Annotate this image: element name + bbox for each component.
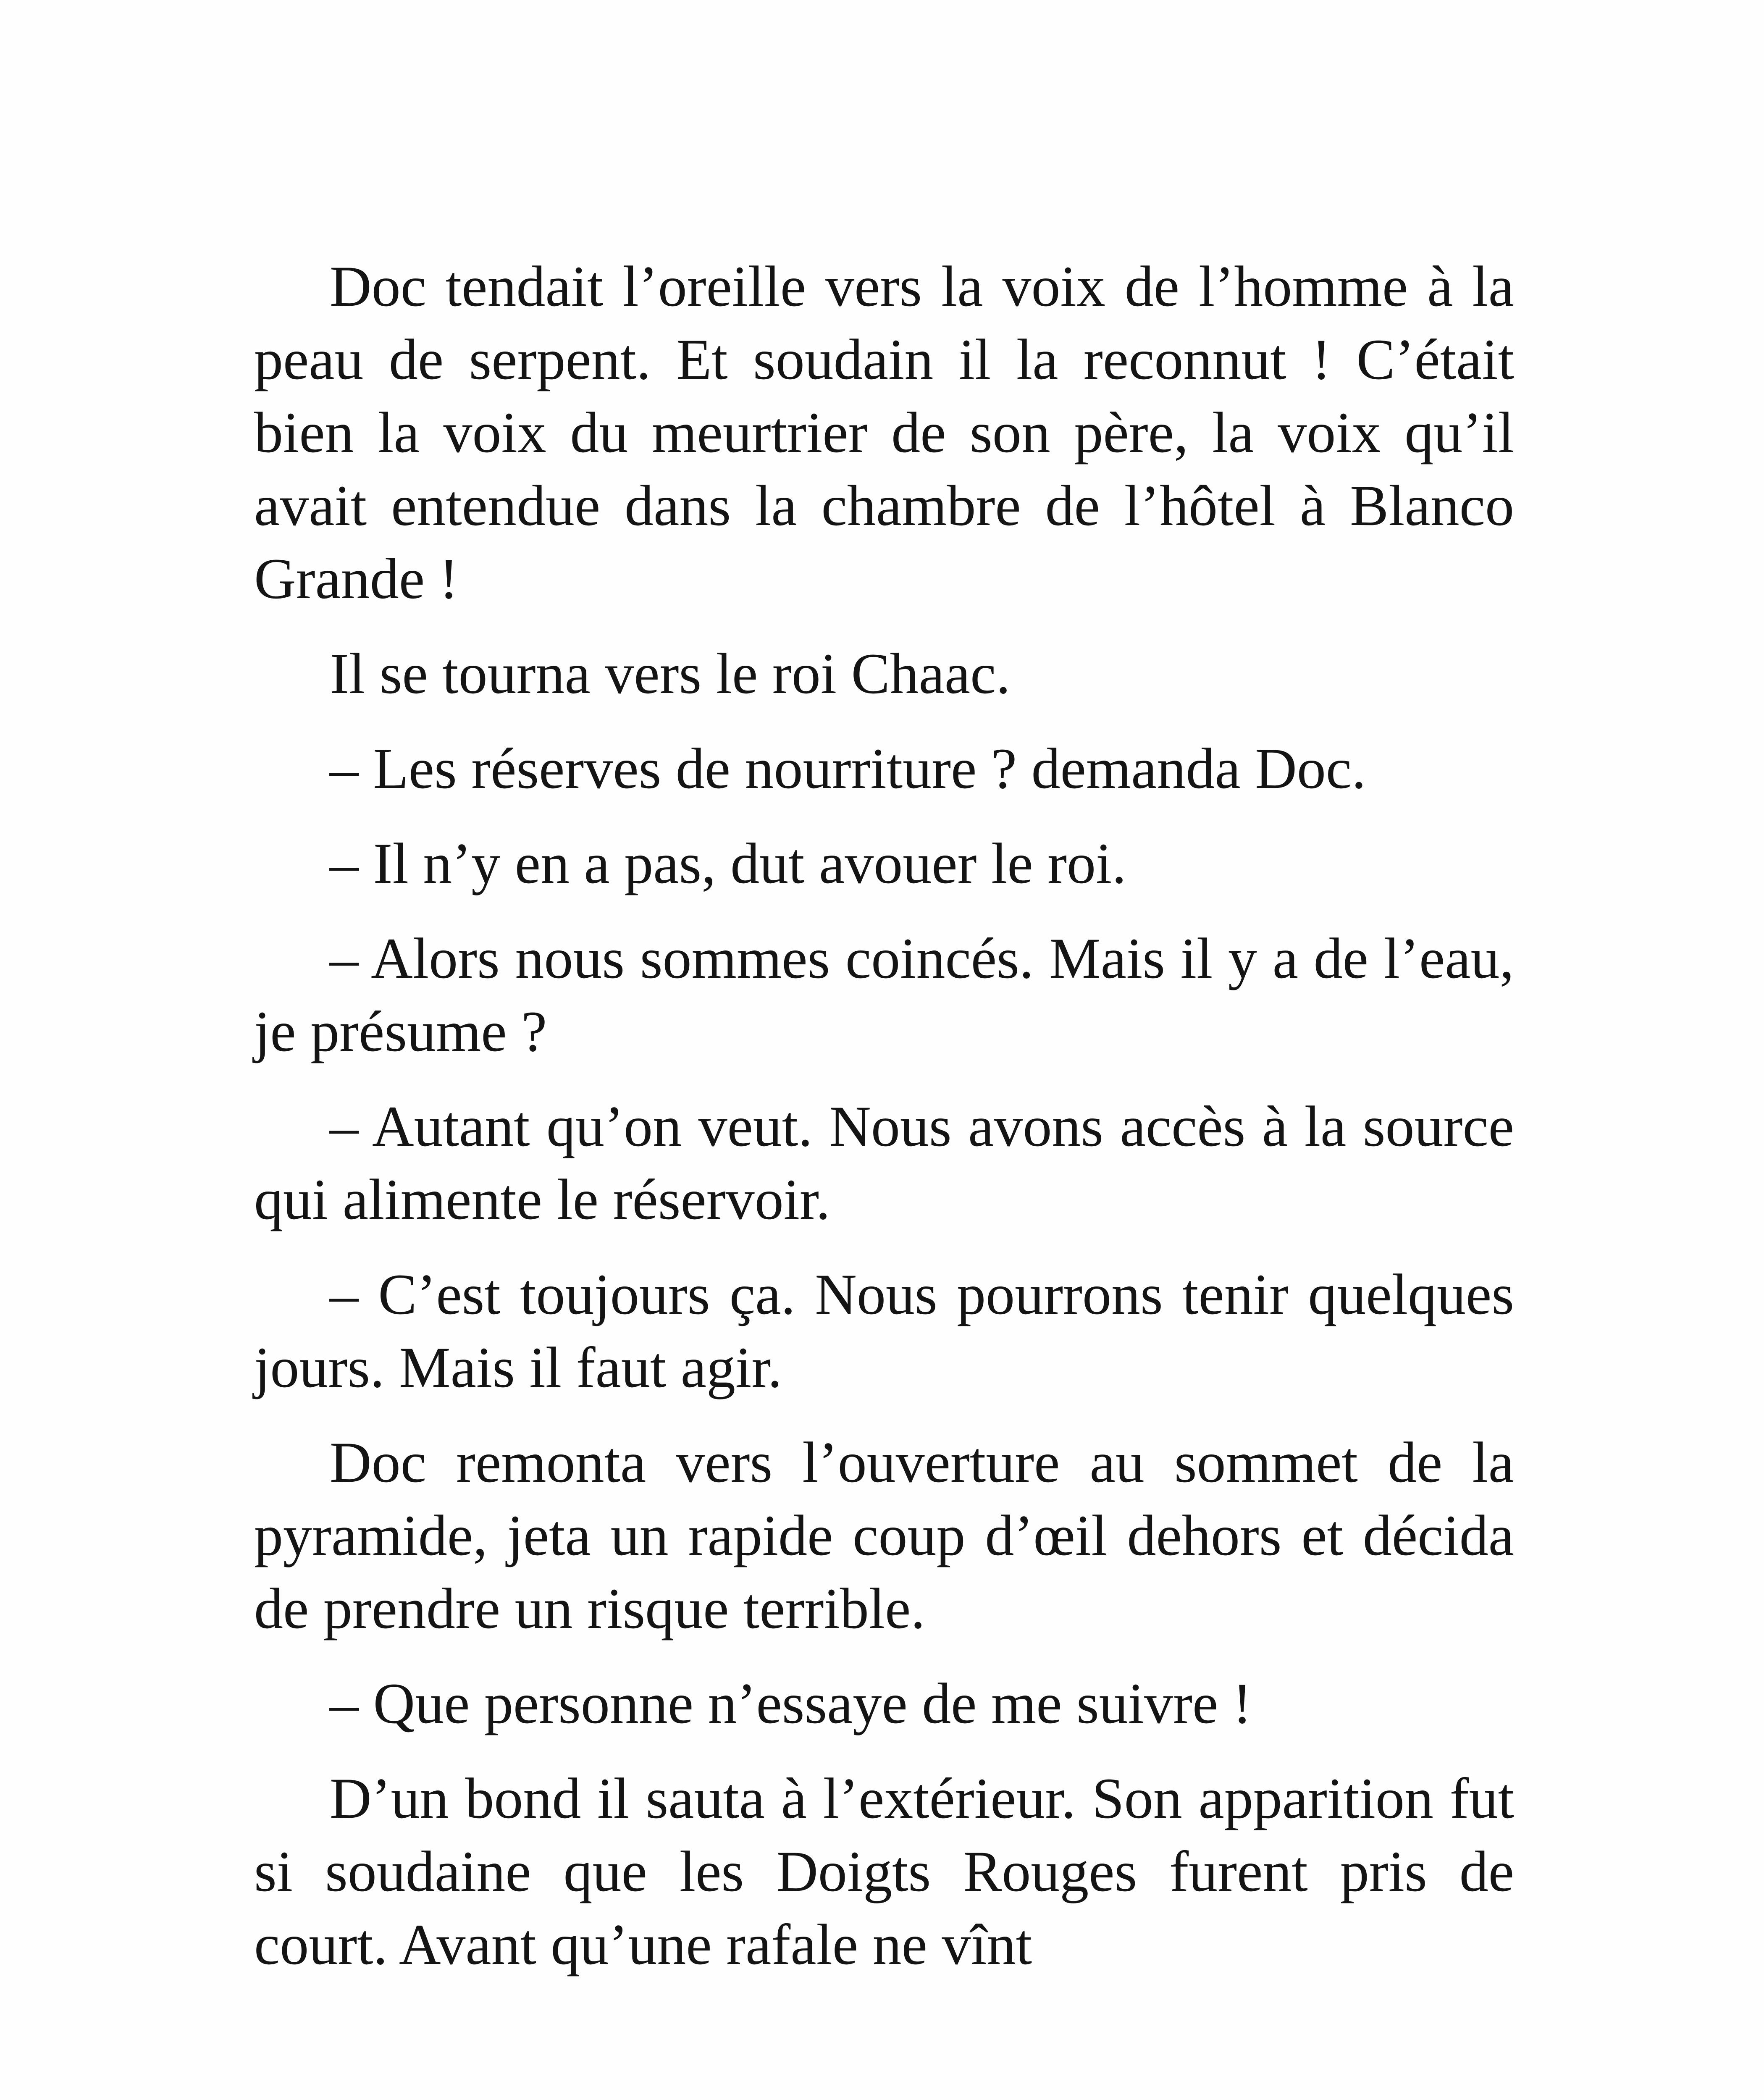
paragraph: – C’est toujours ça. Nous pourrons tenir quelques jours. Mais il faut agir. [254,1262,1514,1399]
paragraph: – Autant qu’on veut. Nous avons accès à la source qui alimente le réservoir. [254,1094,1514,1231]
paragraph: – Il n’y en a pas, dut avouer le roi. [330,831,1126,895]
paragraph: – Les réserves de nourriture ? demanda Doc. [330,736,1366,801]
paragraph: Doc tendait l’oreille vers la voix de l’homme à la peau de serpent. Et soudain il la reconnut ! C’était bien la voix du meurtrier de son père, la voix qu’il avait entendue dans la chambre de l’hôtel à Blanco Grande ! [254,254,1514,611]
paragraph: – Que personne n’essaye de me suivre ! [330,1671,1252,1735]
paragraph: – Alors nous sommes coincés. Mais il y a de l’eau, je présume ? [254,926,1514,1063]
paragraph: Doc remonta vers l’ouverture au sommet de la pyramide, jeta un rapide coup d’œil dehors et décida de prendre un risque terrible. [254,1430,1514,1641]
paragraph: D’un bond il sauta à l’extérieur. Son apparition fut si soudaine que les Doigts Rouges furent pris de court. Avant qu’une rafale ne vînt [254,1766,1514,1977]
paragraph: Il se tourna vers le roi Chaac. [330,641,1011,706]
body-text [254,250,1514,2003]
